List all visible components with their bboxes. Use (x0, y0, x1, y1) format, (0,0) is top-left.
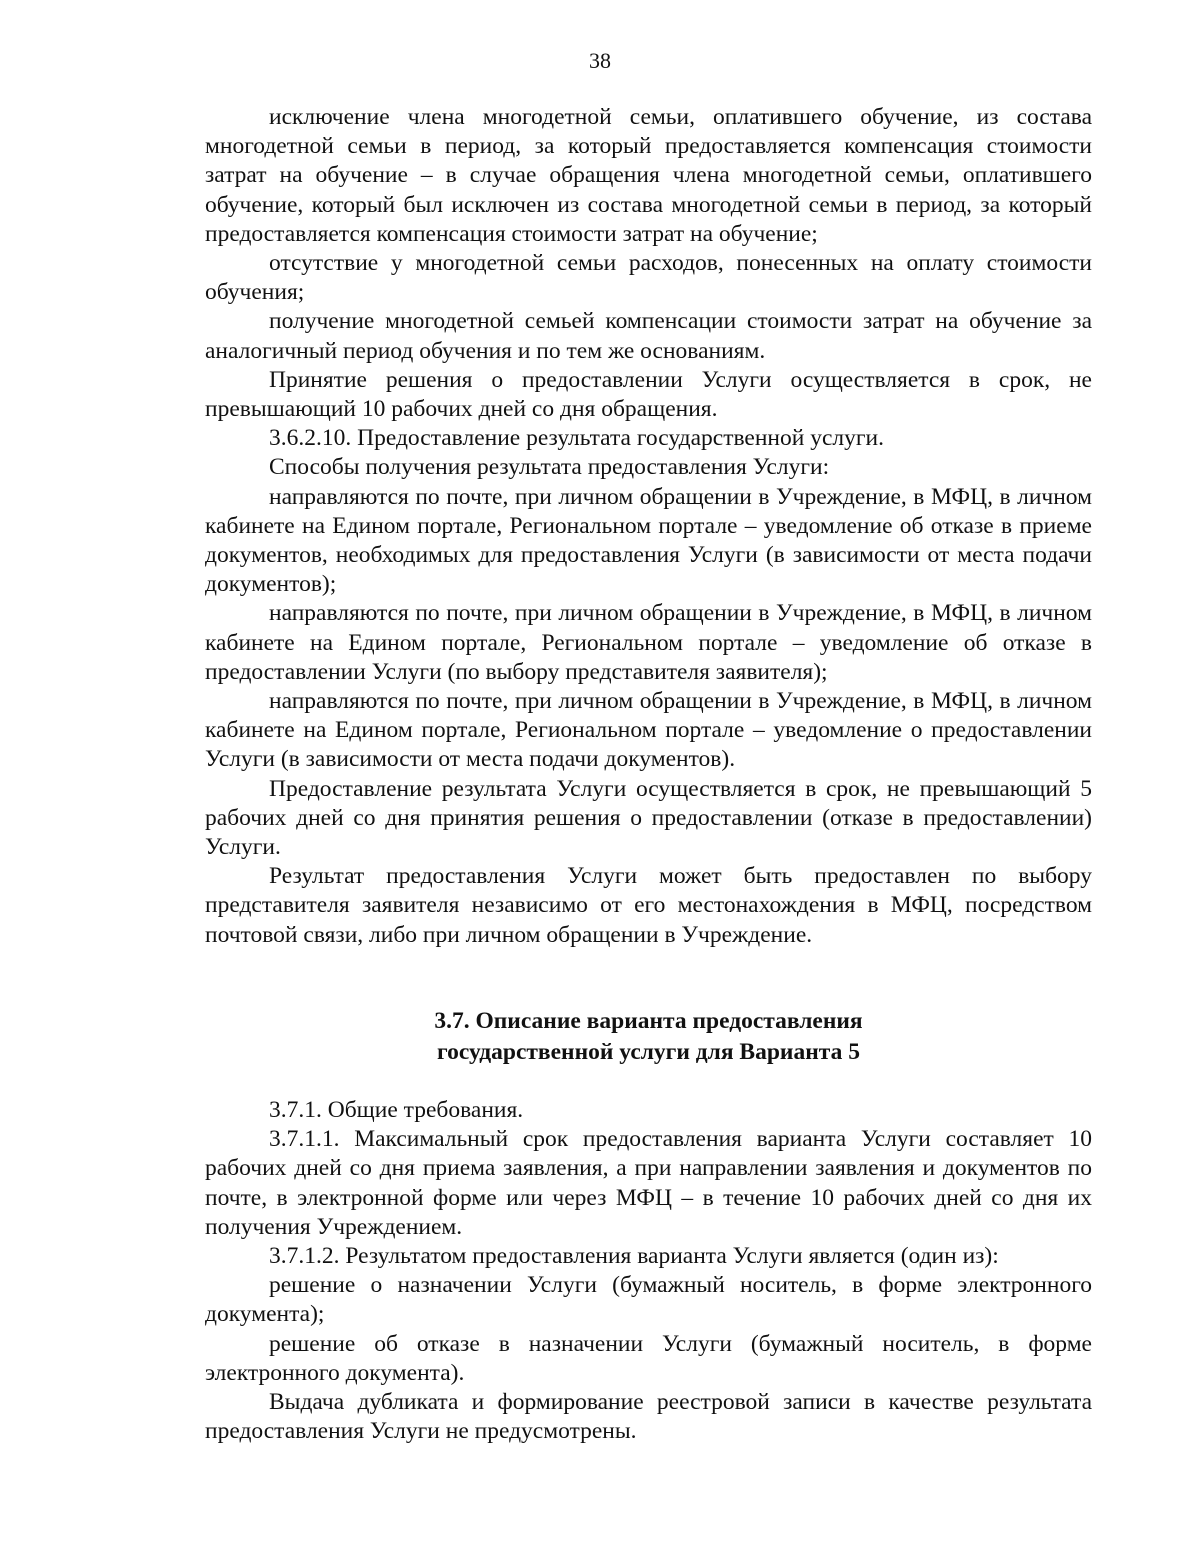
paragraph: 3.7.1. Общие требования. (269, 1097, 524, 1123)
paragraph: Способы получения результата предоставления Услуги: (269, 454, 830, 481)
body-text-before-heading (205, 103, 1092, 950)
section-heading (205, 1006, 1092, 1068)
paragraph: исключение члена многодетной семьи, оплатившего обучение, из состава многодетной семьи в период, за который предоставляется компенсация стоимости затрат на обучение – в случае обращения члена многодетной семьи, оплатившего обучение, который был исключен из состава многодетной семьи в период, за который предоставляется компенсация стоимости затрат на обучение; (205, 104, 1092, 247)
paragraph: Выдача дубликата и формирование реестровой записи в качестве результата предоставления Услуги не предусмотрены. (205, 1389, 1092, 1445)
paragraph: 3.7.1.1. Максимальный срок предоставления варианта Услуги составляет 10 рабочих дней со дня приема заявления, а при направлении заявления и документов по почте, в электронной форме или через МФЦ – в течение 10 рабочих дней со дня их получения Учреждением. (205, 1126, 1092, 1240)
section-heading-line: государственной услуги для Варианта 5 (437, 1039, 860, 1065)
paragraph: Принятие решения о предоставлении Услуги осуществляется в срок, не превышающий 10 рабочих дней со дня обращения. (205, 366, 1092, 423)
paragraph: направляются по почте, при личном обращении в Учреждение, в МФЦ, в личном кабинете на Едином портале, Региональном портале – уведомление об отказе в предоставлении Услуги (по выбору представителя заявителя); (205, 600, 1092, 685)
body-text-after-heading (205, 1096, 1092, 1446)
paragraph: направляются по почте, при личном обращении в Учреждение, в МФЦ, в личном кабинете на Едином портале, Региональном портале – уведомление о предоставлении Услуги (в зависимости от места подачи документов). (205, 688, 1092, 773)
paragraph: 3.6.2.10. Предоставление результата государственной услуги. (269, 425, 884, 452)
paragraph: направляются по почте, при личном обращении в Учреждение, в МФЦ, в личном кабинете на Едином портале, Региональном портале – уведомление об отказе в приеме документов, необходимых для предоставления Услуги (в зависимости от места подачи документов); (205, 483, 1092, 598)
paragraph: решение о назначении Услуги (бумажный носитель, в форме электронного документа); (205, 1272, 1092, 1328)
paragraph: Предоставление результата Услуги осуществляется в срок, не превышающий 5 рабочих дней со дня принятия решения о предоставлении (отказе в предоставлении) Услуги. (205, 775, 1092, 861)
paragraph: отсутствие у многодетной семьи расходов, понесенных на оплату стоимости обучения; (205, 250, 1092, 306)
paragraph: решение об отказе в назначении Услуги (бумажный носитель, в форме электронного документа). (205, 1330, 1092, 1386)
section-heading-line: 3.7. Описание варианта предоставления (434, 1008, 863, 1034)
paragraph: получение многодетной семьей компенсации стоимости затрат на обучение за аналогичный период обучения и по тем же основаниям. (205, 308, 1092, 364)
paragraph: 3.7.1.2. Результатом предоставления варианта Услуги является (один из): (269, 1243, 999, 1270)
page-number: 38 (589, 48, 611, 73)
paragraph: Результат предоставления Услуги может быть предоставлен по выбору представителя заявителя независимо от его местонахождения в МФЦ, посредством почтовой связи, либо при личном обращении в Учреждение. (205, 863, 1092, 948)
